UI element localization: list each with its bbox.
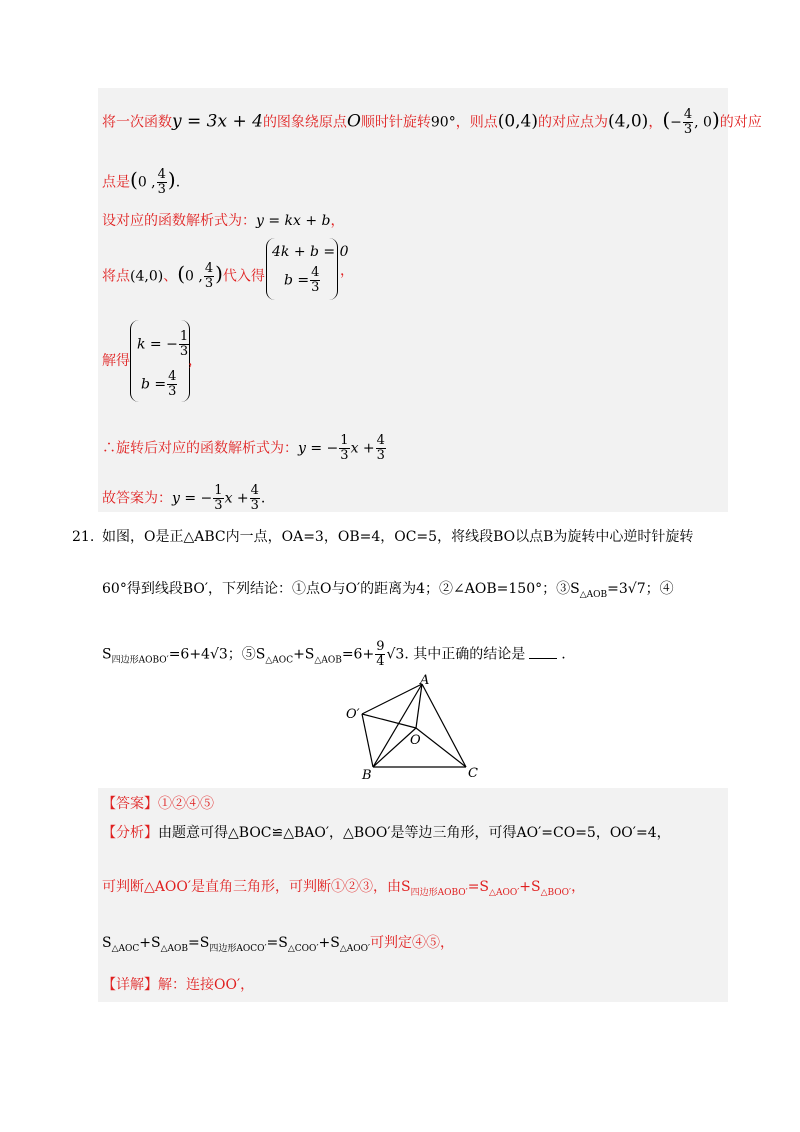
sol-line-6: ∴旋转后对应的函数解析式为：y = − $\frac{1}{3}$ x + $\frac{4}{3}$	[102, 433, 385, 463]
question-number: 21.	[72, 529, 95, 545]
segment-AC	[422, 684, 466, 767]
segment-OC	[416, 728, 466, 767]
analysis-line-3: $S_{\triangle AOC}+S_{\triangle AOB}=S_{四边形AOCO'}=S_{\triangle COO'}+S_{\triangle AOO'}$可判定④⑤，	[102, 935, 455, 954]
question-line-1: 如图，O是正△ABC内一点，OA=3，OB=4，OC=5，将线段BO以点B为旋转中心逆时针旋转	[102, 529, 694, 545]
sol-line-5: 解得	[102, 353, 130, 369]
analysis-line-2: 可判断△AOO′是直角三角形，可判断①②③，由$S_{四边形AOBO'}=S_{\triangle AOO'}+S_{\triangle BOO'}$，	[102, 879, 586, 898]
question-line-3: $S_{四边形AOBO'}=6+4√3$；$⑤S_{\triangle AOC}+S_{\triangle AOB}=6+$ $\frac{9}{4}$ √3. 其中正确的结论是 .	[102, 639, 566, 669]
segment-OA	[416, 684, 422, 728]
sol-line-2: 点是(0 , $\frac{4}{3}$ ).	[102, 167, 181, 197]
segment-BOp	[362, 714, 373, 767]
comma-after-sys1: ，	[340, 263, 354, 279]
label-C: C	[468, 766, 478, 781]
b-solution: b = $\frac{4}{3}$	[141, 369, 177, 399]
comma-after-sys2: ，	[188, 353, 202, 369]
label-O: O	[410, 733, 421, 748]
label-A: A	[420, 673, 430, 688]
sol-line-3: 设对应的函数解析式为：y = kx + b，	[102, 213, 345, 229]
k-solution: k = − $\frac{1}{3}$	[137, 329, 189, 359]
geometry-figure	[340, 672, 500, 782]
question-line-2: 60°得到线段BO′，下列结论：①点O与O′的距离为4；②∠AOB=150°；$③S_{\triangle AOB}=3√7$；④	[102, 581, 674, 600]
sol-line-7: 故答案为：y = − $\frac{1}{3}$ x + $\frac{4}{3}$ .	[102, 483, 266, 513]
eq-sys1-row2: b = $\frac{4}{3}$	[284, 265, 320, 295]
label-B: B	[362, 768, 372, 782]
analysis-line-1: 【分析】由题意可得△BOC≌△BAO′，△BOO′是等边三角形，可得AO′=CO=5，OO′=4，	[102, 825, 671, 841]
detail-line: 【详解】解：连接OO′，	[102, 977, 255, 993]
answer-blank[interactable]	[529, 646, 557, 659]
segment-OOp	[362, 714, 416, 728]
answer-line: 【答案】①②④⑤	[102, 796, 214, 812]
sol-line-1: 将一次函数y = 3x + 4的图象绕原点O顺时针旋转90°，则点(0,4)的对应点为(4,0)，(− $\frac{4}{3}$ , 0)的对应	[102, 107, 762, 137]
label-O-prime: O′	[346, 707, 360, 722]
eq-sys1-row1: 4k + b = 0	[272, 244, 349, 260]
sol-line-4: 将点(4,0)、(0 , $\frac{4}{3}$ )代入得	[102, 261, 265, 291]
